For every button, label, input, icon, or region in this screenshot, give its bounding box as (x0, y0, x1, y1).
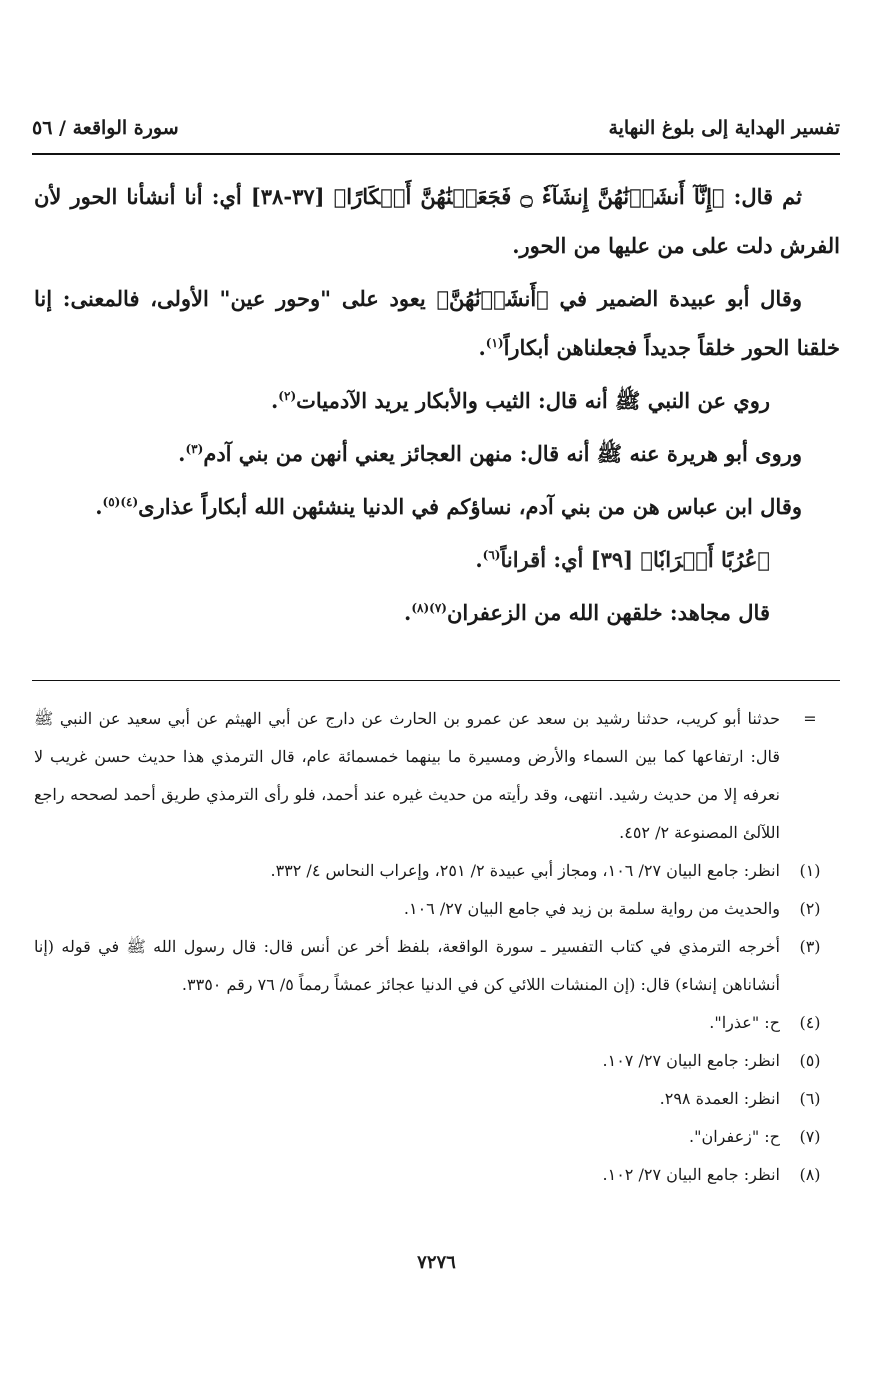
footnote-number: (٥) (799, 1051, 821, 1070)
footnote-number: (١) (799, 861, 821, 880)
footnote-ref: (٣) (185, 442, 204, 456)
footnote-item (34, 1004, 840, 1042)
footnote-item (34, 852, 840, 890)
footnote-text: انظر: جامع البيان ٢٧/ ١٠٦، ومجاز أبي عبيدة ٢/ ٢٥١، وإعراب النحاس ٤/ ٣٣٢. (270, 861, 780, 880)
page-number: ٧٢٧٦ (417, 1252, 456, 1273)
surah-title: سورة الواقعة / ٥٦ (32, 117, 179, 139)
footnote-divider (32, 680, 840, 681)
paragraph-5: وقال ابن عباس هن من بني آدم، نساؤكم في الدنيا ينشئهن الله أبكاراً عذارى$^{(٤)(٥)}$. (95, 494, 802, 519)
paragraph-7: قال مجاهد: خلقهن الله من الزعفران$^{(٧)(٨)}$. (404, 600, 770, 625)
footnote-number: (٨) (799, 1165, 821, 1184)
paragraph-3-text: روي عن النبي ﷺ أنه قال: الثيب والأبكار يريد الآدميات (296, 388, 770, 413)
footnote-number: (٢) (799, 899, 821, 918)
footnote-text: أخرجه الترمذي في كتاب التفسير ـ سورة الواقعة، بلفظ أخر عن أنس قال: قال رسول الله ﷺ في قوله (إنا أنشاناهن إنشاء) قال: (إن المنشات اللائي كن في الدنيا عجائز عمشاً رمماً ٥/ ٧٦ رقم ٣٣٥٠. (34, 937, 781, 994)
header-divider (32, 153, 840, 155)
footnote-number: (٧) (799, 1127, 821, 1146)
footnote-item (34, 1118, 840, 1156)
footnote-text: انظر: جامع البيان ٢٧/ ١٠٧. (602, 1051, 780, 1070)
main-text (34, 172, 840, 641)
footnote-text: حدثنا أبو كريب، حدثنا رشيد بن سعد عن عمرو بن الحارث عن دارج عن أبي الهيثم عن أبي سعيد عن النبي ﷺ قال: ارتفاعها كما بين السماء والأرض ومسيرة ما بينهما خمسمائة عام، قال الترمذي هذا حديث حسن غريب لا نعرفه إلا من حديث رشيد. انتهى، وقد رأيته من حديث غيره عند أحمد، فلو رأى الترمذي طريق أحمد لصححه راجع اللآلئ المصنوعة ٢/ ٤٥٢. (34, 709, 781, 842)
footnote-text: انظر: العمدة ٢٩٨. (659, 1089, 780, 1108)
footnote-text: ح: "زعفران". (689, 1127, 780, 1146)
paragraph-2: وقال أبو عبيدة الضمير في ﴿أَنشَأۡنَٰهُنَّ﴾ يعود على "وحور عين" الأولى، فالمعنى: إنا خلقنا الحور خلقاً جديداً فجعلناهن أبكاراً$^{(١)}$. (34, 286, 840, 360)
paragraph-3: روي عن النبي ﷺ أنه قال: الثيب والأبكار يريد الآدميات$^{(٢)}$. (270, 388, 770, 413)
footnote-ref: (٢) (278, 389, 297, 403)
footnote-number: (٤) (799, 1013, 821, 1032)
footnote-text: والحديث من رواية سلمة بن زيد في جامع البيان ٢٧/ ١٠٦. (403, 899, 780, 918)
paragraph-2-text: وقال أبو عبيدة الضمير في ﴿أَنشَأۡنَٰهُنَّ﴾ يعود على "وحور عين" الأولى، فالمعنى: إنا خلقنا الحور خلقاً جديداً فجعلناهن أبكاراً (34, 286, 840, 360)
footnote-item (34, 1080, 840, 1118)
paragraph-6: ﴿عُرُبًا أَتۡرَابٗا﴾ [٣٩] أي: أقراناً$^{(٦)}$. (475, 547, 770, 572)
paragraph-1 (34, 172, 840, 270)
paragraph-4-text: وروى أبو هريرة عنه ﷺ أنه قال: منهن العجائز يعني أنهن من بني آدم (203, 441, 802, 466)
footnote-number: = (803, 709, 817, 728)
footnote-text: ح: "عذرا". (709, 1013, 780, 1032)
footnote-ref: (٤)(٥) (102, 495, 139, 509)
footnote-number: (٣) (799, 937, 821, 956)
footnote-number: (٦) (799, 1089, 821, 1108)
footnote-item (34, 700, 840, 852)
paragraph-4: وروى أبو هريرة عنه ﷺ أنه قال: منهن العجائز يعني أنهن من بني آدم$^{(٣)}$. (178, 441, 802, 466)
footnote-text: انظر: جامع البيان ٢٧/ ١٠٢. (602, 1165, 780, 1184)
footnote-item (34, 928, 840, 1004)
footnotes (34, 700, 840, 1194)
footnote-item (34, 1042, 840, 1080)
paragraph-6-text: ﴿عُرُبًا أَتۡرَابٗا﴾ [٣٩] أي: أقراناً (500, 547, 770, 572)
paragraph-5-text: وقال ابن عباس هن من بني آدم، نساؤكم في الدنيا ينشئهن الله أبكاراً عذارى (138, 494, 802, 519)
footnote-ref: (٦) (482, 548, 501, 562)
footnote-item (34, 890, 840, 928)
paragraph-7-text: قال مجاهد: خلقهن الله من الزعفران (446, 600, 770, 625)
footnote-ref: (١) (485, 336, 504, 350)
paragraph-1-text: ثم قال: ﴿إِنَّآ أَنشَأۡنَٰهُنَّ إِنشَآءٗ ۝ فَجَعَلۡنَٰهُنَّ أَبۡكَارًا﴾ [٣٧-٣٨] أي: أنا أنشأنا الحور لأن الفرش دلت على من عليها من الحور. (34, 184, 840, 258)
footnote-item (34, 1156, 840, 1194)
footnote-ref: (٧)(٨) (411, 601, 447, 615)
book-title: تفسير الهداية إلى بلوغ النهاية (608, 117, 840, 139)
running-header (32, 108, 840, 148)
